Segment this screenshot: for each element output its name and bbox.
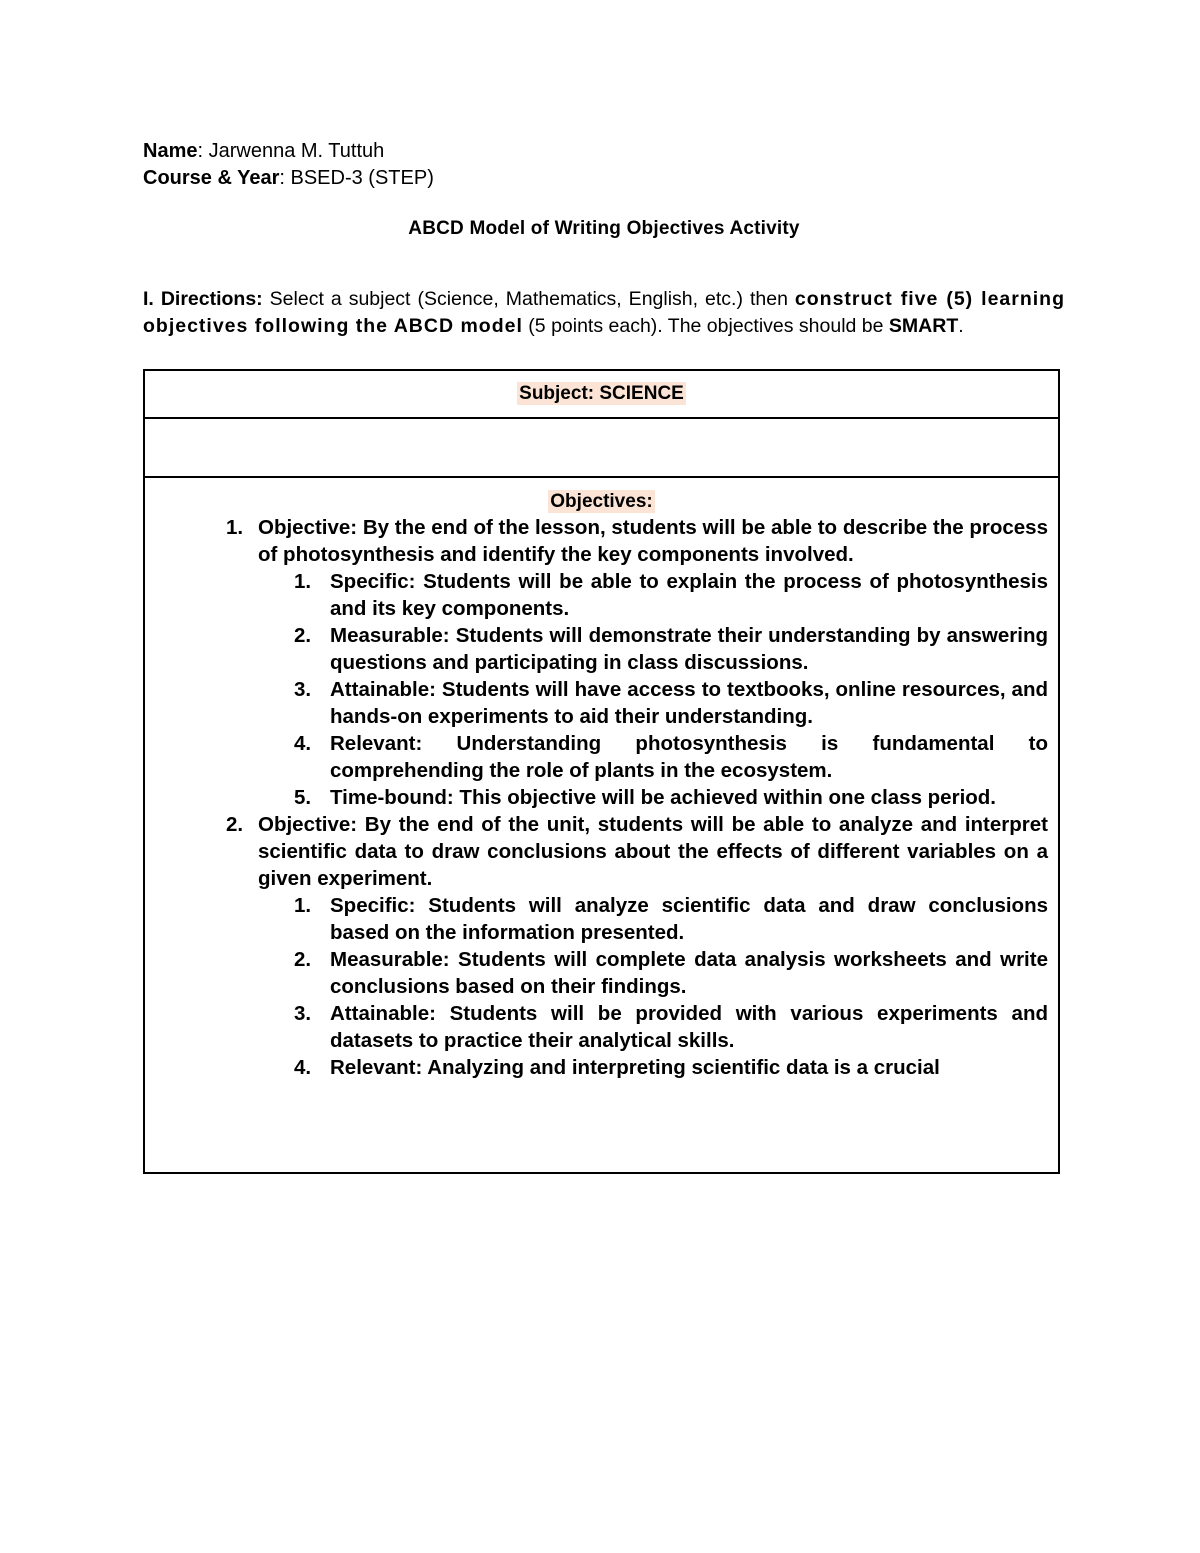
course-line xyxy=(143,165,1065,192)
subject-cell xyxy=(144,370,1059,418)
criteria-number: 5. xyxy=(294,786,312,809)
criteria-text: Time-bound: This objective will be achieved within one class period. xyxy=(330,786,996,809)
directions-bold-2: SMART xyxy=(888,315,959,337)
blank-row xyxy=(144,418,1059,477)
criteria-number: 3. xyxy=(294,1002,312,1025)
criteria-number: 1. xyxy=(294,570,312,593)
criteria-item xyxy=(294,946,1048,1000)
criteria-text: Specific: Students will analyze scientific data and draw conclusions based on the information presented. xyxy=(330,894,1048,944)
directions-text-1: Select a subject (Science, Mathematics, English, etc.) then xyxy=(262,288,795,310)
subject-label: Subject: SCIENCE xyxy=(519,383,684,404)
name-line xyxy=(143,138,1065,165)
criteria-text: Measurable: Students will complete data analysis worksheets and write conclusions based on their findings. xyxy=(330,948,1048,998)
criteria-number: 2. xyxy=(294,948,312,971)
objective-number: 1. xyxy=(226,516,244,539)
criteria-item xyxy=(294,568,1048,622)
criteria-item xyxy=(294,892,1048,946)
directions-text-3: . xyxy=(958,315,964,337)
criteria-number: 3. xyxy=(294,678,312,701)
subject-row xyxy=(144,370,1059,418)
criteria-text: Attainable: Students will be provided with various experiments and datasets to practice their analytical skills. xyxy=(330,1002,1048,1052)
criteria-item xyxy=(294,622,1048,676)
directions-label: I. Directions: xyxy=(143,288,263,310)
course-label: Course & Year xyxy=(143,167,280,189)
criteria-text: Relevant: Understanding photosynthesis is fundamental to comprehending the role of plants in the ecosystem. xyxy=(330,732,1048,782)
criteria-text: Specific: Students will be able to explain the process of photosynthesis and its key components. xyxy=(330,570,1048,620)
criteria-text: Relevant: Analyzing and interpreting scientific data is a crucial xyxy=(330,1056,940,1079)
page-title: ABCD Model of Writing Objectives Activity xyxy=(408,218,800,239)
objective-number: 2. xyxy=(226,813,244,836)
name-label: Name xyxy=(143,140,198,162)
objective-text: Objective: By the end of the unit, students will be able to analyze and interpret scientific data to draw conclusions about the effects of different variables on a given experiment. xyxy=(258,813,1048,890)
criteria-text: Measurable: Students will demonstrate their understanding by answering questions and participating in class discussions. xyxy=(330,624,1048,674)
criteria-item xyxy=(294,784,1048,811)
directions-text-2: (5 points each). The objectives should be xyxy=(522,315,889,337)
name-value: : Jarwenna M. Tuttuh xyxy=(197,140,385,162)
objectives-row xyxy=(144,477,1059,1173)
criteria-text: Attainable: Students will have access to textbooks, online resources, and hands-on experiments to aid their understanding. xyxy=(330,678,1048,728)
objectives-content xyxy=(145,478,1058,1172)
criteria-number: 4. xyxy=(294,732,312,755)
objectives-heading: Objectives: xyxy=(550,491,653,512)
objective-text: Objective: By the end of the lesson, students will be able to describe the process of photosynthesis and identify the key components involved. xyxy=(258,516,1048,566)
criteria-number: 4. xyxy=(294,1056,312,1079)
blank-cell xyxy=(144,418,1059,477)
criteria-number: 1. xyxy=(294,894,312,917)
objective-item xyxy=(226,514,1048,568)
course-value: : BSED-3 (STEP) xyxy=(279,167,434,189)
criteria-item xyxy=(294,1054,1048,1081)
criteria-number: 2. xyxy=(294,624,312,647)
directions-bold-1: construct five (5) learning objectives following the ABCD model xyxy=(143,288,1065,337)
objectives-heading-wrap xyxy=(145,487,1058,514)
objective-item xyxy=(226,811,1048,892)
document-page xyxy=(143,138,1065,340)
directions-paragraph xyxy=(143,286,1065,340)
objectives-cell xyxy=(144,477,1059,1173)
criteria-item xyxy=(294,1000,1048,1054)
objectives-table xyxy=(143,369,1060,1174)
criteria-item xyxy=(294,730,1048,784)
criteria-item xyxy=(294,676,1048,730)
